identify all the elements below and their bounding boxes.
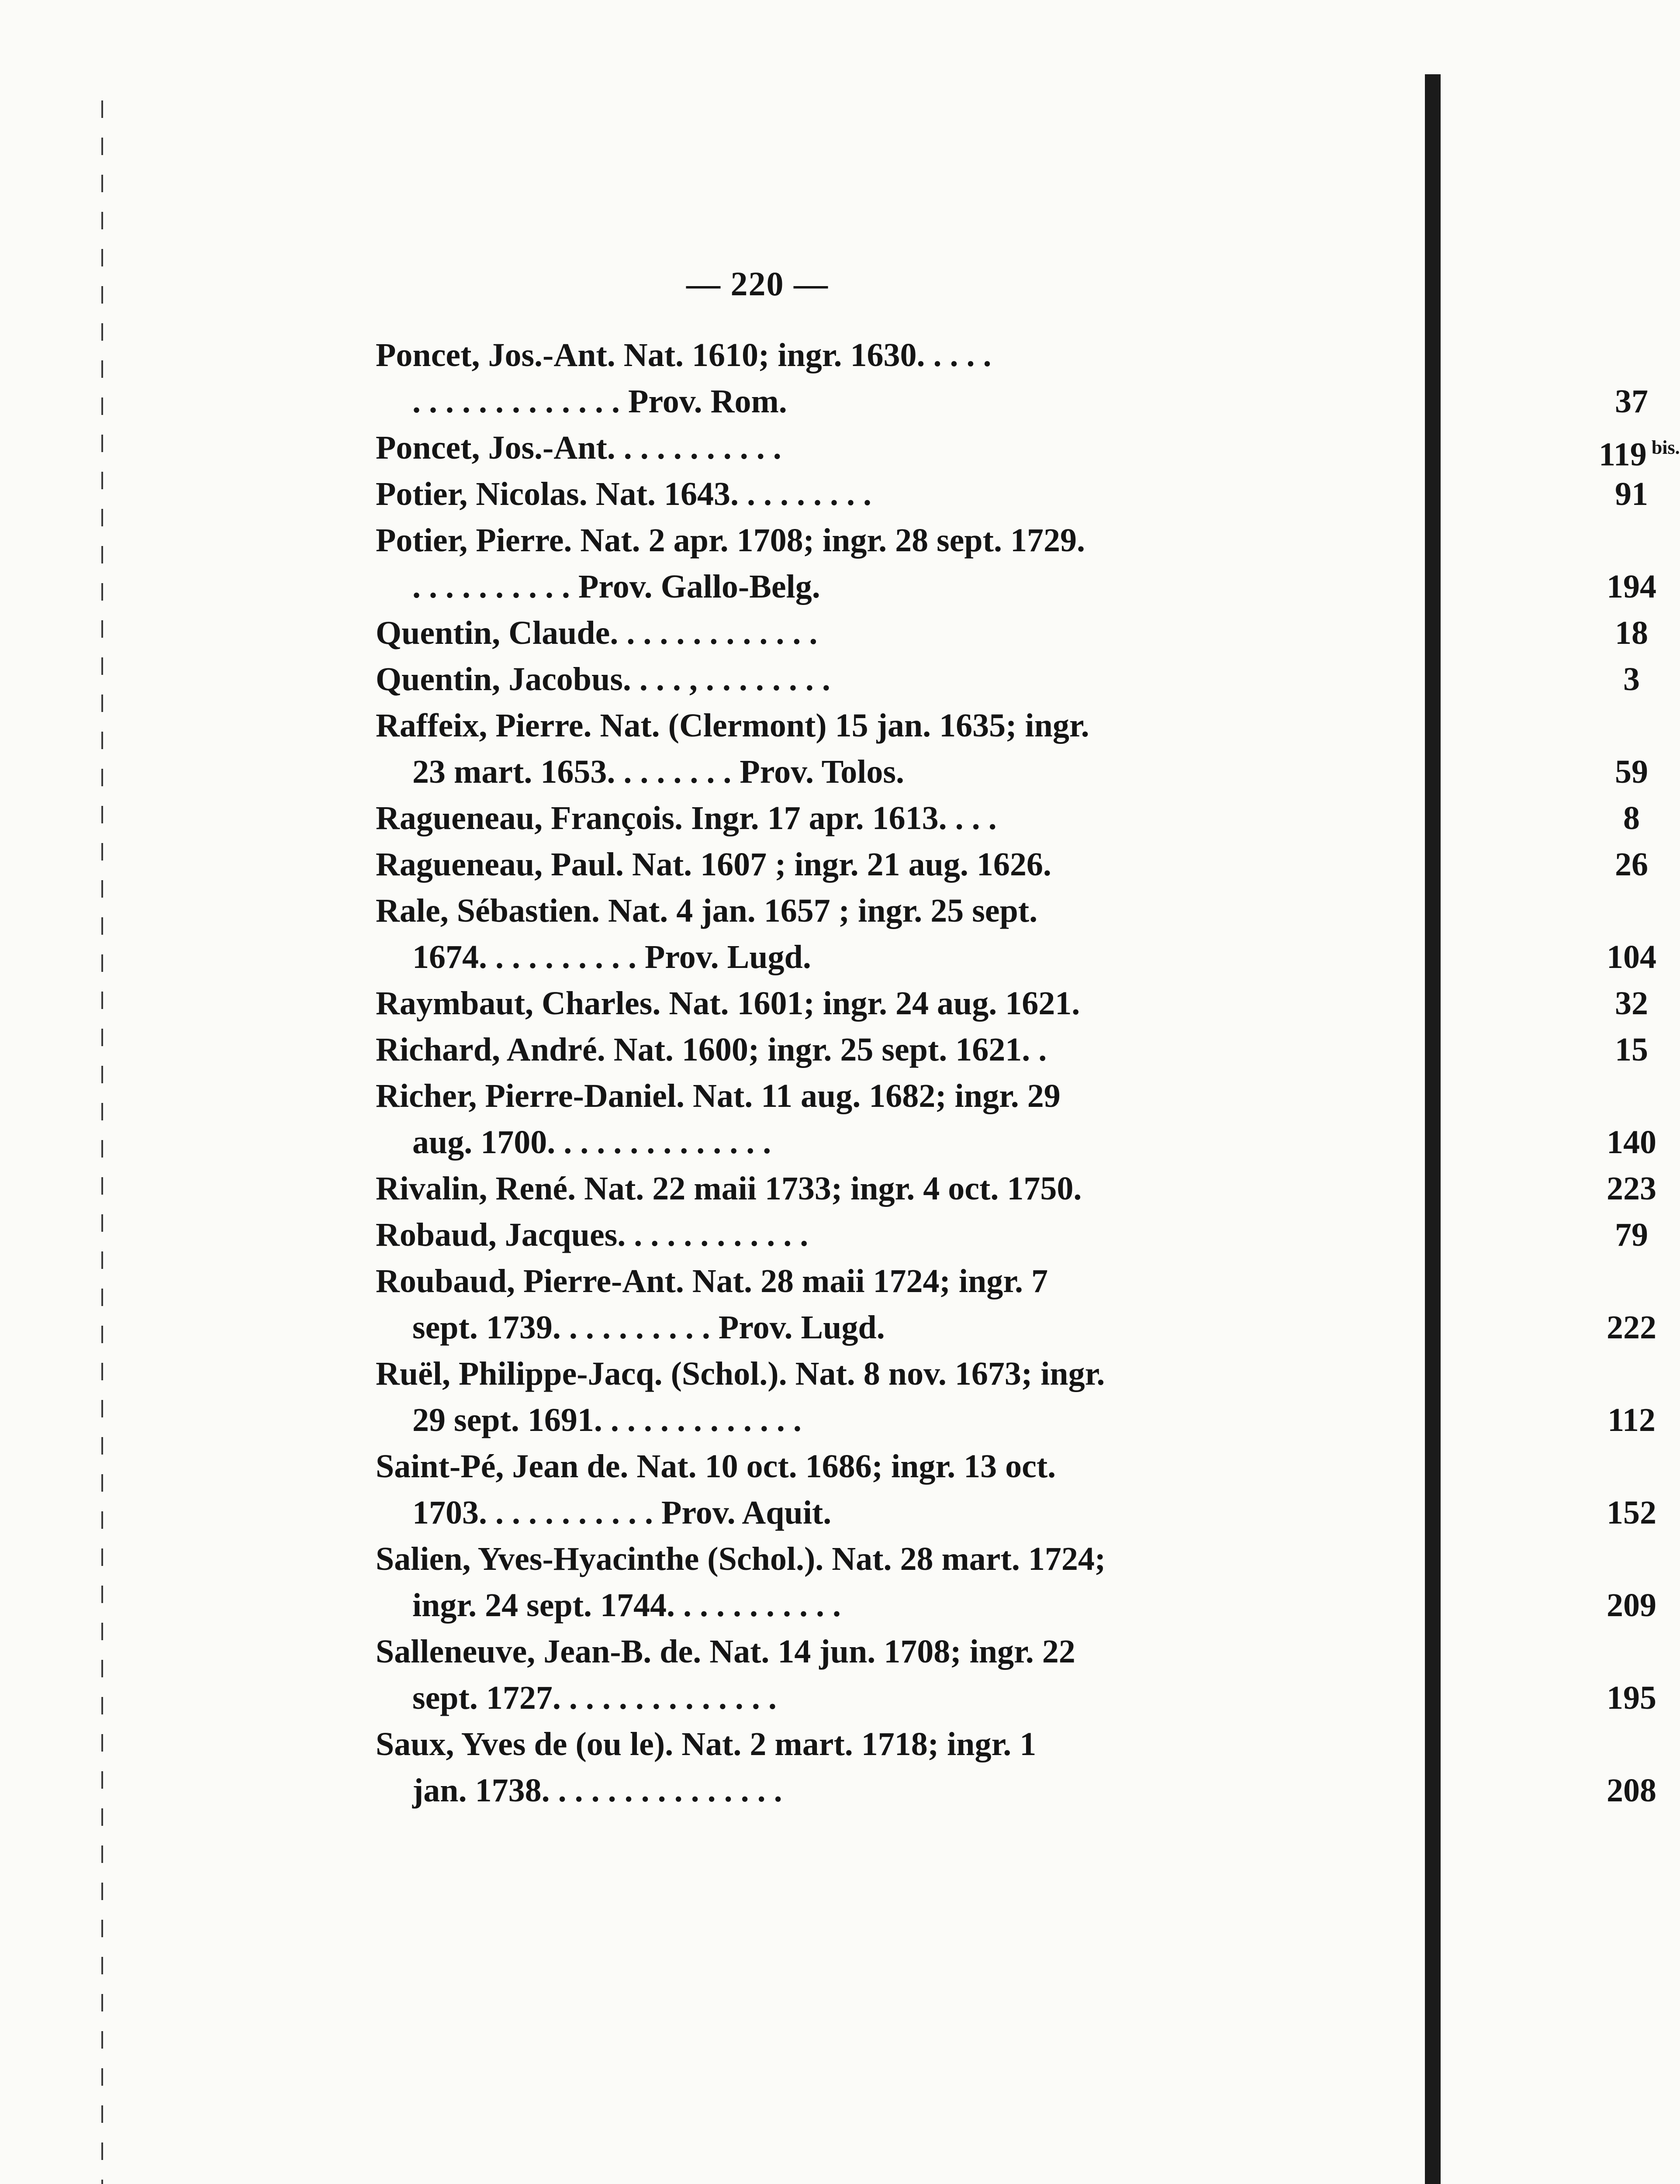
index-page-ref: 104 bbox=[1607, 939, 1656, 975]
index-page-ref: 59 bbox=[1615, 753, 1648, 790]
bis-marker: bis. bbox=[1646, 437, 1680, 458]
index-entry-text: Ruël, Philippe-Jacq. (Schol.). Nat. 8 nov. 1673; ingr. bbox=[376, 1355, 1105, 1392]
index-entry-text: ingr. 24 sept. 1744. . . . . . . . . . . bbox=[412, 1587, 841, 1624]
index-line bbox=[376, 1675, 1656, 1721]
binding-edge-left bbox=[101, 100, 103, 2184]
index-line bbox=[376, 1258, 1262, 1304]
index-entry-text: Richard, André. Nat. 1600; ingr. 25 sept. 1621. . bbox=[376, 1031, 1047, 1068]
index-entry-text: Poncet, Jos.-Ant. Nat. 1610; ingr. 1630. . . . . bbox=[376, 337, 992, 373]
index-page-ref: 119 $^{bis.}$ bbox=[1599, 436, 1680, 473]
index-line bbox=[376, 425, 1680, 473]
index-line bbox=[376, 980, 1648, 1026]
index-entry-text: Saint-Pé, Jean de. Nat. 10 oct. 1686; ingr. 13 oct. bbox=[376, 1448, 1056, 1485]
index-line bbox=[376, 1165, 1656, 1212]
index-page-ref: 223 bbox=[1607, 1170, 1656, 1207]
index-page-ref: 140 bbox=[1607, 1124, 1656, 1161]
index-entry-text: Roubaud, Pierre-Ant. Nat. 28 maii 1724; ingr. 7 bbox=[376, 1263, 1048, 1299]
index-line bbox=[376, 517, 1262, 563]
index-page-ref: 222 bbox=[1607, 1309, 1656, 1346]
index-entry-text: 1703. . . . . . . . . . . Prov. Aquit. bbox=[412, 1494, 832, 1531]
binding-edge-right bbox=[1425, 74, 1441, 2184]
index-page-ref: 91 bbox=[1615, 476, 1648, 512]
index-entry-text: Salleneuve, Jean-B. de. Nat. 14 jun. 1708; ingr. 22 bbox=[376, 1633, 1075, 1670]
index-page-ref: 209 bbox=[1607, 1587, 1656, 1624]
index-entry-text: Potier, Pierre. Nat. 2 apr. 1708; ingr. 28 sept. 1729. bbox=[376, 522, 1085, 559]
index-line bbox=[376, 1582, 1656, 1628]
index-entry-text: Rivalin, René. Nat. 22 maii 1733; ingr. 4 oct. 1750. bbox=[376, 1170, 1082, 1207]
index-page-ref: 152 bbox=[1607, 1494, 1656, 1531]
index-line bbox=[376, 610, 1648, 656]
index-line bbox=[376, 1026, 1648, 1073]
index-entry-text: Potier, Nicolas. Nat. 1643. . . . . . . . . bbox=[376, 476, 871, 512]
index-line bbox=[376, 1489, 1656, 1536]
index-line bbox=[376, 1443, 1262, 1489]
index-entry-text: . . . . . . . . . . . . . Prov. Rom. bbox=[412, 383, 787, 420]
index-entry-text: jan. 1738. . . . . . . . . . . . . . . bbox=[412, 1772, 782, 1809]
index-line bbox=[376, 1212, 1648, 1258]
index-line bbox=[376, 888, 1262, 934]
index-line bbox=[376, 563, 1656, 610]
index-entry-text: Poncet, Jos.-Ant. . . . . . . . . . . bbox=[376, 429, 781, 466]
index-entry-text: sept. 1727. . . . . . . . . . . . . . bbox=[412, 1679, 777, 1716]
index-entry-text: 23 mart. 1653. . . . . . . . Prov. Tolos. bbox=[412, 753, 904, 790]
index-page-ref: 15 bbox=[1615, 1031, 1648, 1068]
index-page-ref: 208 bbox=[1607, 1772, 1656, 1809]
page-number: — 220 — bbox=[686, 265, 829, 303]
index-line bbox=[376, 1767, 1656, 1814]
index-list bbox=[376, 332, 1680, 1814]
index-line bbox=[376, 471, 1648, 517]
index-line bbox=[376, 656, 1640, 702]
index-entry-text: aug. 1700. . . . . . . . . . . . . . bbox=[412, 1124, 771, 1161]
index-entry-text: Raymbaut, Charles. Nat. 1601; ingr. 24 aug. 1621. bbox=[376, 985, 1080, 1022]
index-entry-text: Quentin, Claude. . . . . . . . . . . . . bbox=[376, 615, 818, 651]
index-line bbox=[376, 332, 1262, 378]
index-entry-text: Raffeix, Pierre. Nat. (Clermont) 15 jan. 1635; ingr. bbox=[376, 707, 1089, 744]
index-page-ref: 32 bbox=[1615, 985, 1648, 1022]
index-line bbox=[376, 1397, 1656, 1443]
index-line bbox=[376, 1119, 1656, 1165]
index-line bbox=[376, 702, 1262, 749]
index-line bbox=[376, 795, 1640, 841]
index-line bbox=[376, 378, 1648, 425]
index-line bbox=[376, 934, 1656, 980]
index-line bbox=[376, 1721, 1262, 1767]
index-line bbox=[376, 1536, 1262, 1582]
index-entry-text: Saux, Yves de (ou le). Nat. 2 mart. 1718; ingr. 1 bbox=[376, 1726, 1037, 1762]
index-line bbox=[376, 1351, 1262, 1397]
index-page-ref: 3 bbox=[1623, 661, 1640, 698]
index-entry-text: Robaud, Jacques. . . . . . . . . . . . bbox=[376, 1216, 809, 1253]
index-entry-text: Ragueneau, François. Ingr. 17 apr. 1613. . . . bbox=[376, 800, 997, 836]
index-entry-text: Richer, Pierre-Daniel. Nat. 11 aug. 1682; ingr. 29 bbox=[376, 1078, 1061, 1114]
index-page-ref: 112 bbox=[1607, 1402, 1656, 1438]
index-page-ref: 8 bbox=[1623, 800, 1640, 836]
index-entry-text: 29 sept. 1691. . . . . . . . . . . . . bbox=[412, 1402, 802, 1438]
index-line bbox=[376, 1628, 1262, 1675]
index-entry-text: Ragueneau, Paul. Nat. 1607 ; ingr. 21 aug. 1626. bbox=[376, 846, 1051, 883]
index-line bbox=[376, 1073, 1262, 1119]
index-entry-text: . . . . . . . . . . Prov. Gallo-Belg. bbox=[412, 568, 820, 605]
index-line bbox=[376, 749, 1648, 795]
index-entry-text: Quentin, Jacobus. . . . , . . . . . . . . bbox=[376, 661, 830, 698]
index-entry-text: Salien, Yves-Hyacinthe (Schol.). Nat. 28 mart. 1724; bbox=[376, 1541, 1106, 1577]
index-page-ref: 79 bbox=[1615, 1216, 1648, 1253]
index-line bbox=[376, 841, 1648, 888]
index-entry-text: Rale, Sébastien. Nat. 4 jan. 1657 ; ingr. 25 sept. bbox=[376, 892, 1038, 929]
index-entry-text: 1674. . . . . . . . . . Prov. Lugd. bbox=[412, 939, 811, 975]
index-entry-text: sept. 1739. . . . . . . . . . Prov. Lugd. bbox=[412, 1309, 885, 1346]
index-line bbox=[376, 1304, 1656, 1351]
index-page-ref: 26 bbox=[1615, 846, 1648, 883]
index-page-ref: 18 bbox=[1615, 615, 1648, 651]
index-page-ref: 37 bbox=[1615, 383, 1648, 420]
index-page-ref: 194 bbox=[1607, 568, 1656, 605]
index-page-ref: 195 bbox=[1607, 1679, 1656, 1716]
